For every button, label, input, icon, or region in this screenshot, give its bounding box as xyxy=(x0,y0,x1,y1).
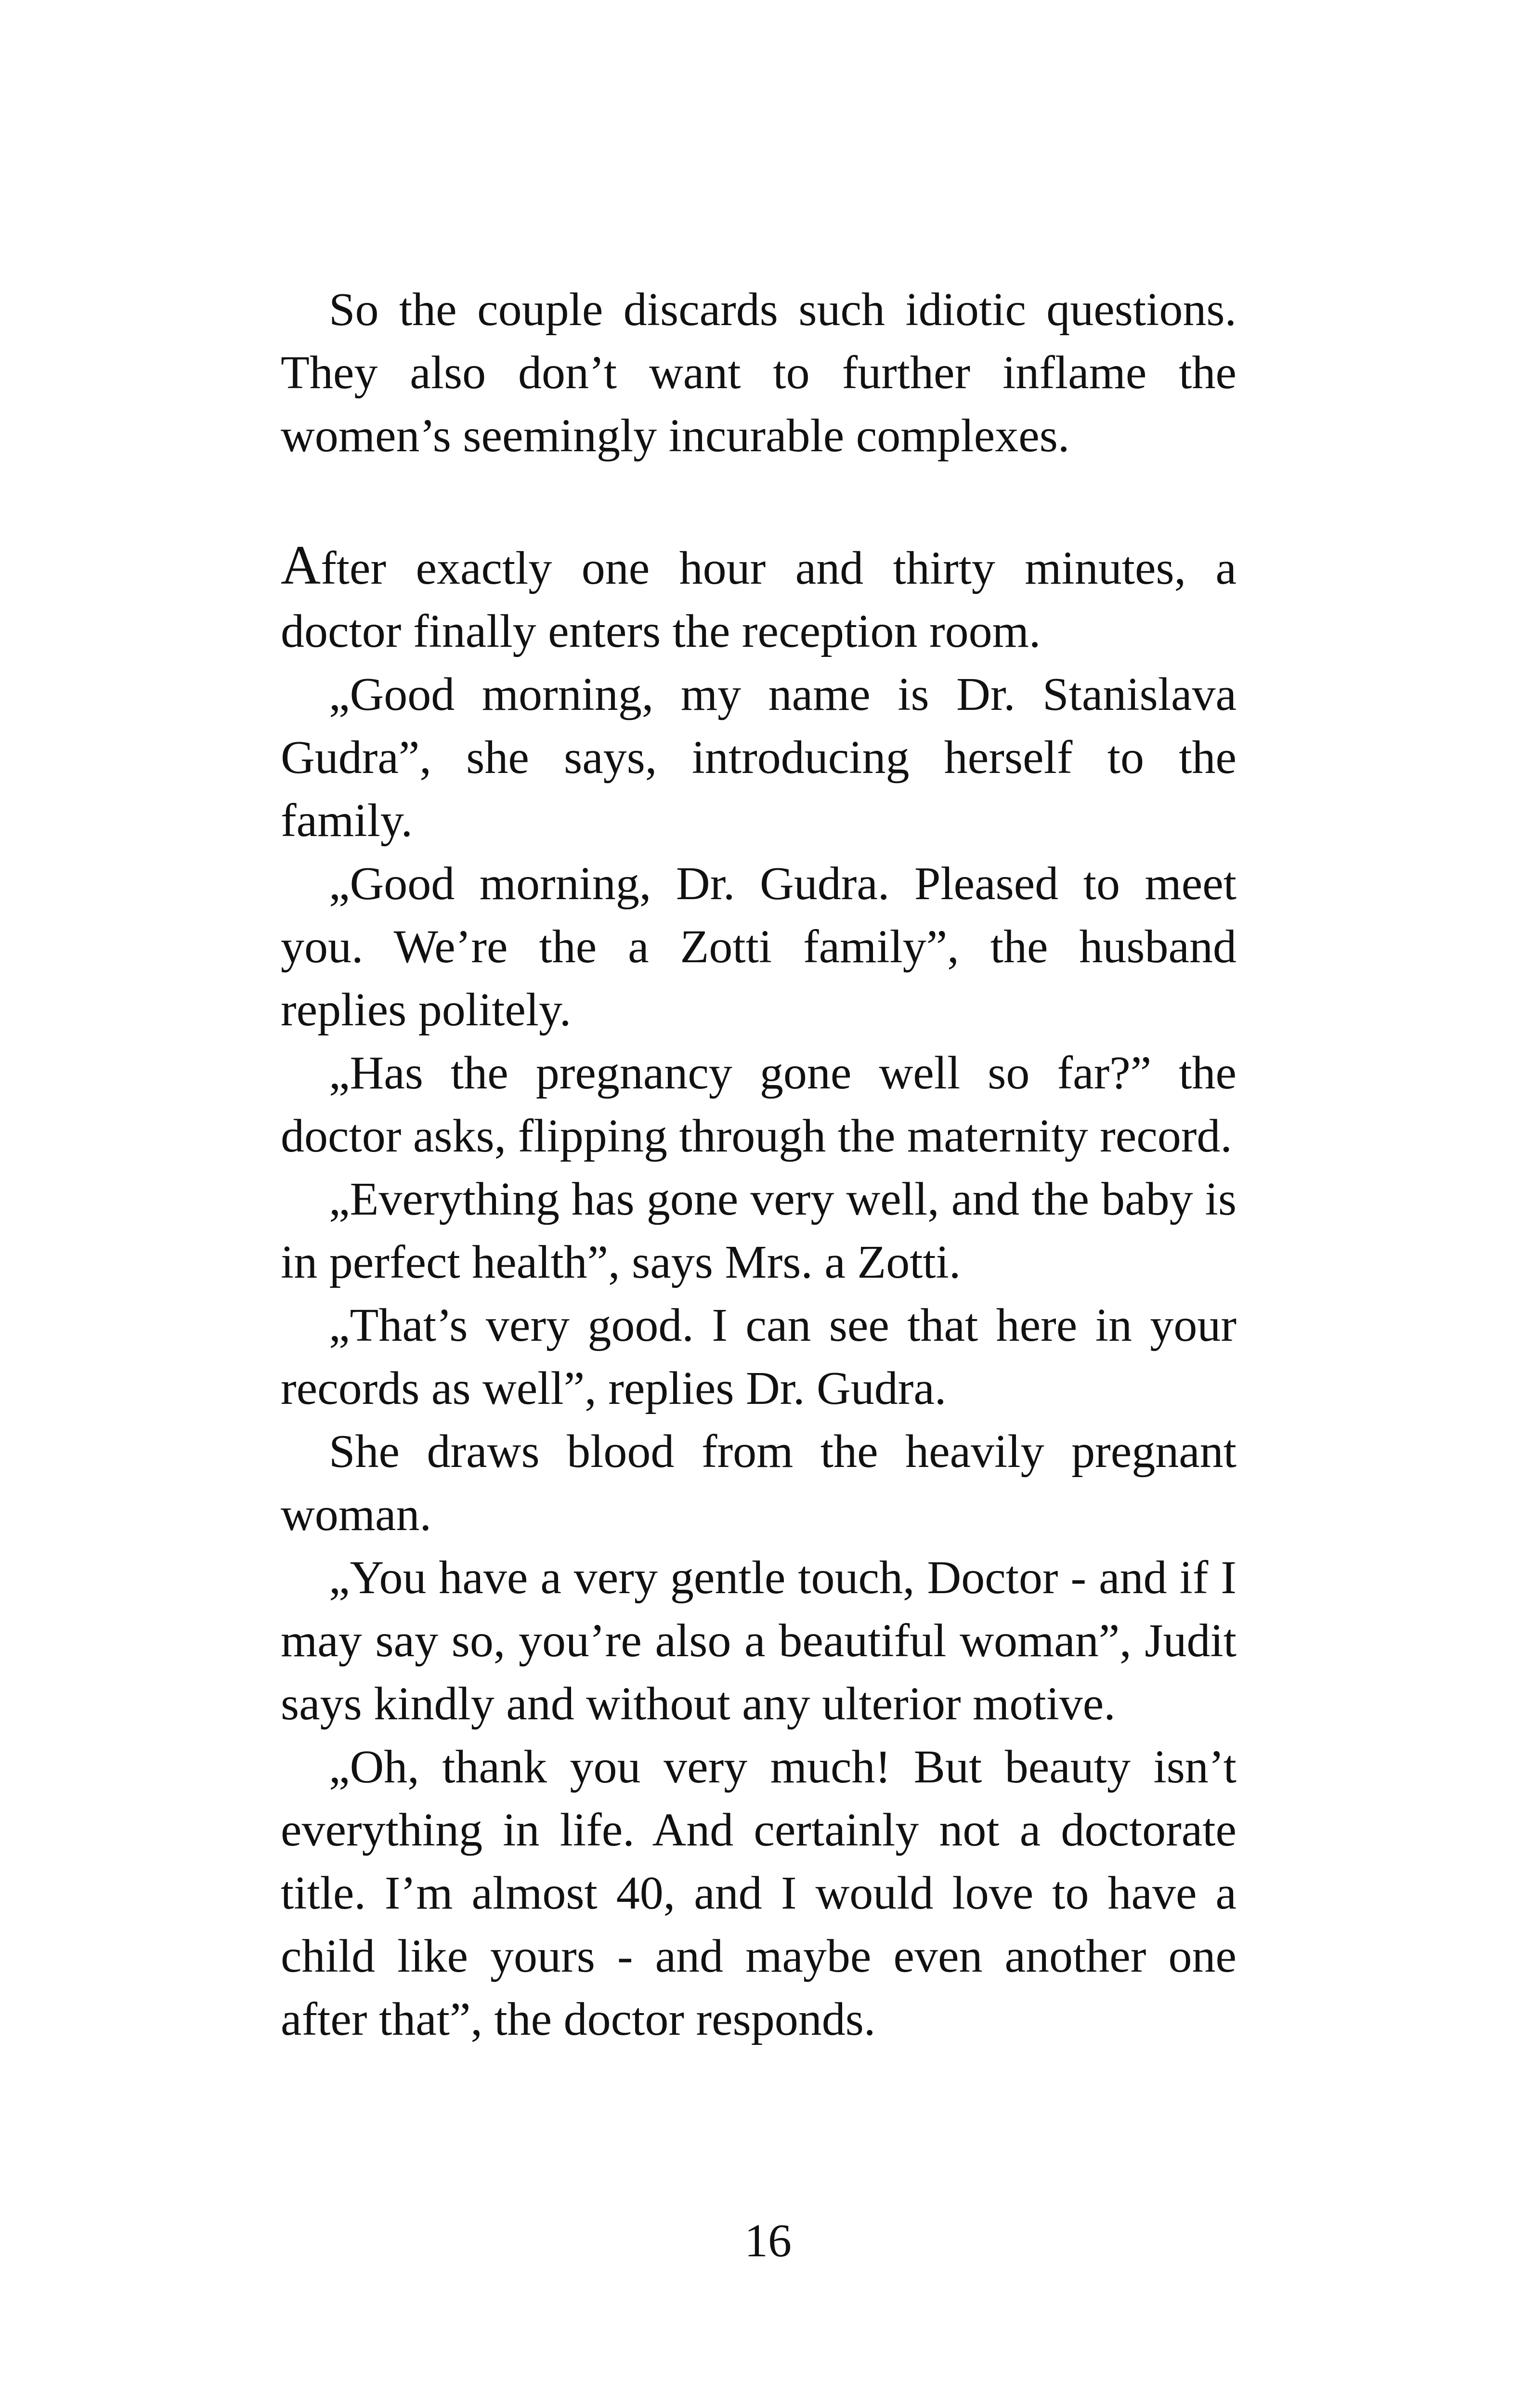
paragraph: „Has the pregnancy gone well so far?” the doctor asks, flipping through the maternity record. xyxy=(281,1047,1237,1162)
opening-paragraph xyxy=(281,534,1237,663)
paragraph: „That’s very good. I can see that here in your records as well”, replies Dr. Gudra. xyxy=(281,1299,1237,1414)
paragraph: „You have a very gentle touch, Doctor - and if I may say so, you’re also a beautiful woman”, Judit says kindly and without any ulterior motive. xyxy=(281,1552,1237,1730)
paragraph: „Everything has gone very well, and the baby is in perfect health”, says Mrs. a Zotti. xyxy=(281,1173,1237,1288)
opening-paragraph-text: fter exactly one hour and thirty minutes, a doctor finally enters the reception room. xyxy=(281,542,1237,657)
paragraph: „Good morning, my name is Dr. Stanislava Gudra”, she says, introducing herself to the family. xyxy=(281,668,1237,847)
text-section-2 xyxy=(281,534,1237,2051)
paragraph: „Oh, thank you very much! But beauty isn’t everything in life. And certainly not a doctorate title. I’m almost 40, and I would love to have a child like yours - and maybe even another one after that”, the doctor responds. xyxy=(281,1741,1237,2045)
page-number: 16 xyxy=(744,2215,792,2267)
paragraph: She draws blood from the heavily pregnant woman. xyxy=(281,1426,1237,1541)
paragraph: „Good morning, Dr. Gudra. Pleased to meet you. We’re the a Zotti family”, the husband replies politely. xyxy=(281,858,1237,1036)
initial-letter: A xyxy=(281,535,321,596)
paragraph: So the couple discards such idiotic questions. They also don’t want to further inflame the women’s seemingly incurable complexes. xyxy=(281,284,1237,462)
text-section-1 xyxy=(281,278,1237,468)
